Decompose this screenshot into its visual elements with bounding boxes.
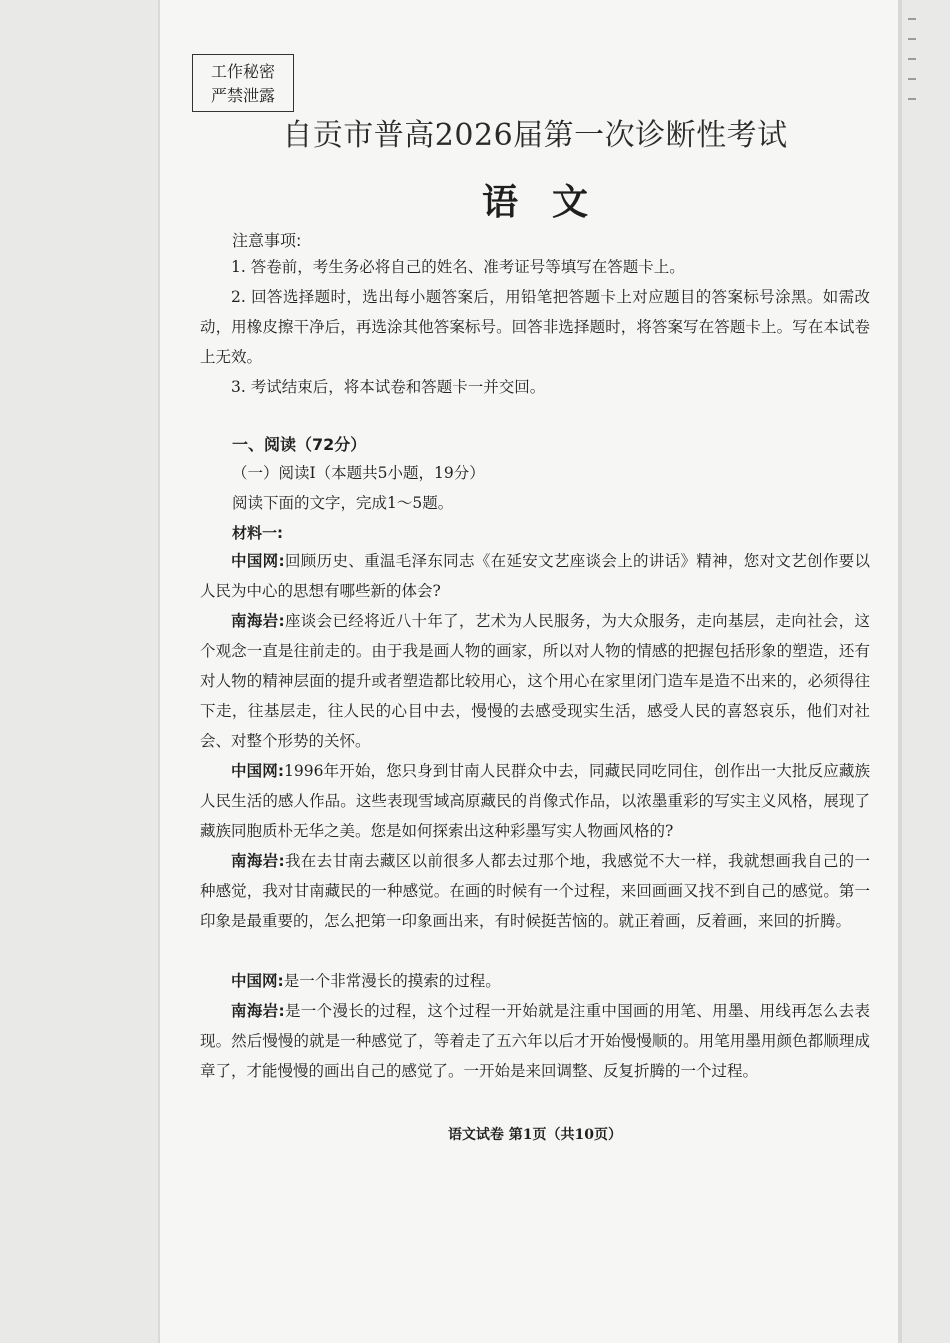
binding-mark bbox=[908, 58, 916, 60]
dialogue-paragraph-1 bbox=[200, 546, 870, 606]
notice-item-1: 1. 答卷前，考生务必将自己的姓名、准考证号等填写在答题卡上。 bbox=[231, 258, 685, 276]
dialogue-paragraph-5 bbox=[200, 966, 870, 996]
binding-mark bbox=[908, 38, 916, 40]
exam-title: 自贡市普高2026届第一次诊断性考试 bbox=[282, 118, 788, 153]
dialogue-text: 是一个漫长的过程，这个过程一开始就是注重中国画的用笔、用墨、用线再怎么去表现。然后慢慢的就是一种感觉了，等着走了五六年以后才开始慢慢顺的。用笔用墨用颜色都顺理成章了，才能慢慢的画出自己的感觉了。一开始是来回调整、反复折腾的一个过程。 bbox=[200, 1002, 870, 1080]
section-heading: 一、阅读（72分） bbox=[232, 435, 367, 454]
dialogue-text: 座谈会已经将近八十年了，艺术为人民服务，为大众服务，走向基层，走向社会，这个观念一直是往前走的。由于我是画人物的画家，所以对人物的情感的把握包括形象的塑造，还有对人物的精神层面的提升或者塑造都比较用心，这个用心在家里闭门造车是造不出来的，必须得往下走，往基层走，往人民的心目中去，慢慢的去感受现实生活，感受人民的喜怒哀乐，他们对社会、对整个形势的关怀。 bbox=[200, 612, 870, 750]
binding-mark bbox=[908, 98, 916, 100]
dialogue-text: 是一个非常漫长的摸索的过程。 bbox=[283, 972, 501, 990]
stamp-line-2: 严禁泄露 bbox=[210, 86, 275, 105]
material-label: 材料一: bbox=[232, 524, 283, 542]
dialogue-text: 我在去甘南去藏区以前很多人都去过那个地，我感觉不大一样，我就想画我自己的一种感觉，我对甘南藏民的一种感觉。在画的时候有一个过程，来回画画又找不到自己的感觉。第一印象是最重要的，怎么把第一印象画出来，有时候挺苦恼的。就正着画，反着画，来回的折腾。 bbox=[200, 852, 870, 930]
dialogue-paragraph-2 bbox=[200, 606, 870, 756]
speaker-label: 南海岩: bbox=[231, 612, 285, 630]
notice-item-2: 2. 回答选择题时，选出每小题答案后，用铅笔把答题卡上对应题目的答案标号涂黑。如需改动，用橡皮擦干净后，再选涂其他答案标号。回答非选择题时，将答案写在答题卡上。写在本试卷上无效。 bbox=[200, 288, 870, 366]
speaker-label: 南海岩: bbox=[231, 852, 285, 870]
section-subheading: （一）阅读Ⅰ（本题共5小题，19分） bbox=[232, 464, 485, 482]
confidential-stamp bbox=[192, 54, 294, 112]
stamp-line-1: 工作秘密 bbox=[210, 62, 275, 81]
dialogue-paragraph-6 bbox=[200, 996, 870, 1086]
notice-heading: 注意事项: bbox=[232, 231, 302, 250]
speaker-label: 中国网: bbox=[231, 972, 284, 990]
dialogue-text: 1996年开始，您只身到甘南人民群众中去，同藏民同吃同住，创作出一大批反应藏族人民生活的感人作品。这些表现雪域高原藏民的肖像式作品，以浓墨重彩的写实主义风格，展现了藏族同胞质朴无华之美。您是如何探索出这种彩墨写实人物画风格的? bbox=[200, 762, 870, 840]
page-footer: 语文试卷 第1页（共10页） bbox=[447, 1127, 623, 1143]
speaker-label: 南海岩: bbox=[231, 1002, 285, 1020]
speaker-label: 中国网: bbox=[231, 552, 285, 570]
binding-mark bbox=[908, 78, 916, 80]
dialogue-paragraph-3 bbox=[200, 756, 870, 846]
paper-right-edge bbox=[898, 0, 902, 1343]
binding-mark bbox=[908, 18, 916, 20]
speaker-label: 中国网: bbox=[231, 762, 285, 780]
dialogue-paragraph-4 bbox=[200, 846, 870, 936]
subject-title: 语文 bbox=[481, 181, 622, 223]
dialogue-text: 回顾历史、重温毛泽东同志《在延安文艺座谈会上的讲话》精神，您对文艺创作要以人民为中心的思想有哪些新的体会? bbox=[200, 552, 870, 600]
notice-item-3: 3. 考试结束后，将本试卷和答题卡一并交回。 bbox=[231, 378, 546, 396]
reading-instruction: 阅读下面的文字，完成1～5题。 bbox=[232, 494, 454, 512]
